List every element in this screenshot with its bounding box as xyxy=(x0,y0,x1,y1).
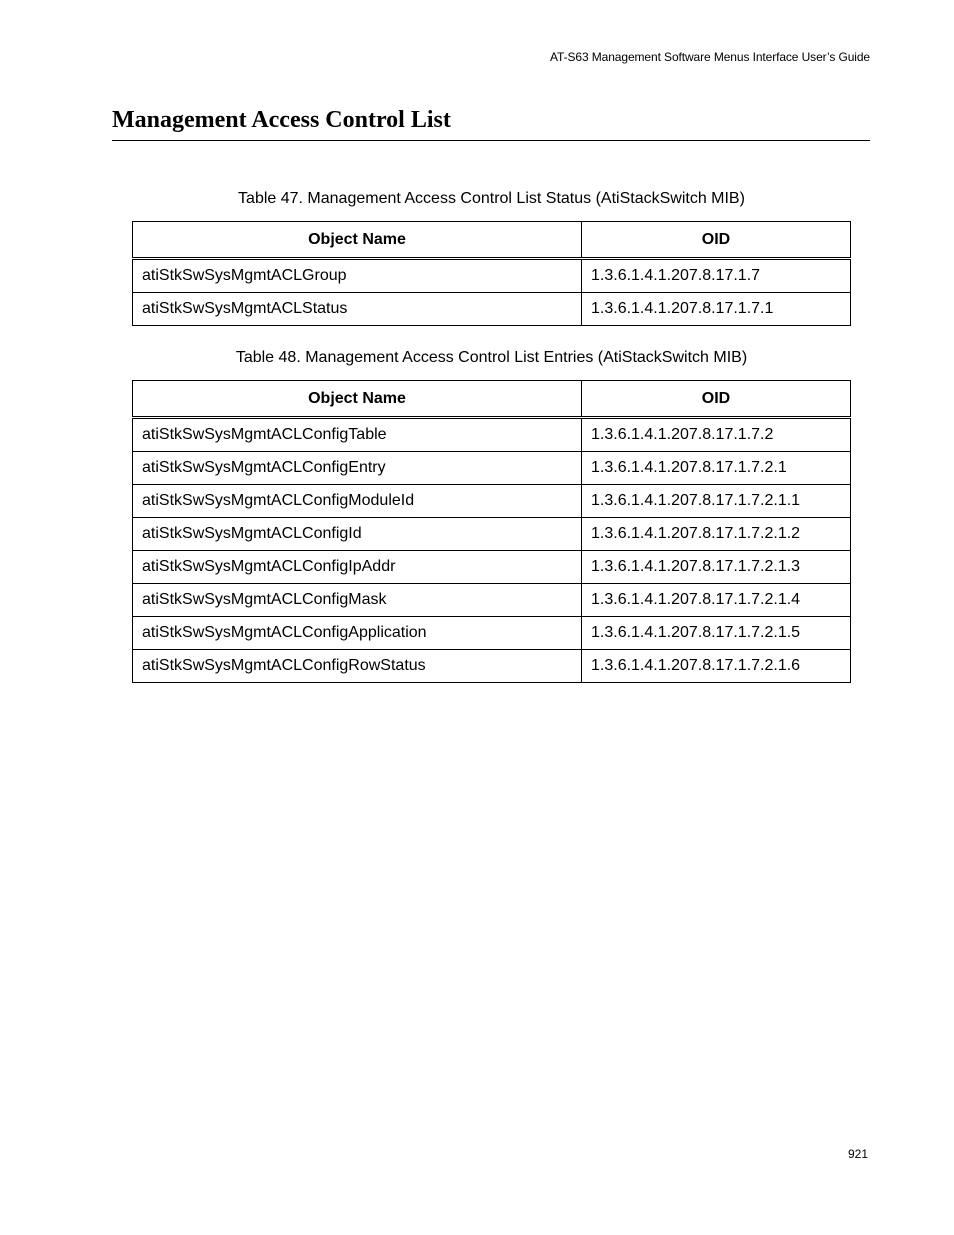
table-row xyxy=(133,518,851,551)
oid-cell: 1.3.6.1.4.1.207.8.17.1.7.2.1.6 xyxy=(582,650,851,683)
oid-cell: 1.3.6.1.4.1.207.8.17.1.7.1 xyxy=(582,293,851,326)
table-row xyxy=(133,452,851,485)
oid-cell: 1.3.6.1.4.1.207.8.17.1.7.2.1 xyxy=(582,452,851,485)
table-row xyxy=(133,485,851,518)
table-47-acl-status xyxy=(132,221,851,326)
table-row xyxy=(133,259,851,293)
table-header-row xyxy=(133,381,851,418)
object-name-cell: atiStkSwSysMgmtACLConfigRowStatus xyxy=(133,650,582,683)
object-name-cell: atiStkSwSysMgmtACLConfigTable xyxy=(133,418,582,452)
column-header-oid: OID xyxy=(582,381,851,418)
object-name-cell: atiStkSwSysMgmtACLConfigMask xyxy=(133,584,582,617)
oid-cell: 1.3.6.1.4.1.207.8.17.1.7.2.1.4 xyxy=(582,584,851,617)
object-name-cell: atiStkSwSysMgmtACLConfigIpAddr xyxy=(133,551,582,584)
column-header-oid: OID xyxy=(582,222,851,259)
table-row xyxy=(133,617,851,650)
table-row xyxy=(133,293,851,326)
oid-cell: 1.3.6.1.4.1.207.8.17.1.7.2.1.2 xyxy=(582,518,851,551)
page-number: 921 xyxy=(847,1147,868,1161)
table-47-caption: Table 47. Management Access Control List Status (AtiStackSwitch MIB) xyxy=(238,190,745,207)
oid-cell: 1.3.6.1.4.1.207.8.17.1.7 xyxy=(582,259,851,293)
object-name-cell: atiStkSwSysMgmtACLStatus xyxy=(133,293,582,326)
table-row xyxy=(133,650,851,683)
column-header-object-name: Object Name xyxy=(133,381,582,418)
table-row xyxy=(133,418,851,452)
oid-cell: 1.3.6.1.4.1.207.8.17.1.7.2.1.5 xyxy=(582,617,851,650)
section-title: Management Access Control List xyxy=(112,107,451,133)
oid-cell: 1.3.6.1.4.1.207.8.17.1.7.2 xyxy=(582,418,851,452)
oid-cell: 1.3.6.1.4.1.207.8.17.1.7.2.1.3 xyxy=(582,551,851,584)
running-header: AT-S63 Management Software Menus Interface User’s Guide xyxy=(550,50,870,64)
object-name-cell: atiStkSwSysMgmtACLGroup xyxy=(133,259,582,293)
column-header-object-name: Object Name xyxy=(133,222,582,259)
object-name-cell: atiStkSwSysMgmtACLConfigEntry xyxy=(133,452,582,485)
oid-cell: 1.3.6.1.4.1.207.8.17.1.7.2.1.1 xyxy=(582,485,851,518)
table-row xyxy=(133,584,851,617)
title-rule xyxy=(112,140,870,141)
object-name-cell: atiStkSwSysMgmtACLConfigModuleId xyxy=(133,485,582,518)
object-name-cell: atiStkSwSysMgmtACLConfigApplication xyxy=(133,617,582,650)
table-48-acl-entries xyxy=(132,380,851,683)
object-name-cell: atiStkSwSysMgmtACLConfigId xyxy=(133,518,582,551)
table-row xyxy=(133,551,851,584)
table-header-row xyxy=(133,222,851,259)
table-48-caption: Table 48. Management Access Control List Entries (AtiStackSwitch MIB) xyxy=(235,349,748,366)
